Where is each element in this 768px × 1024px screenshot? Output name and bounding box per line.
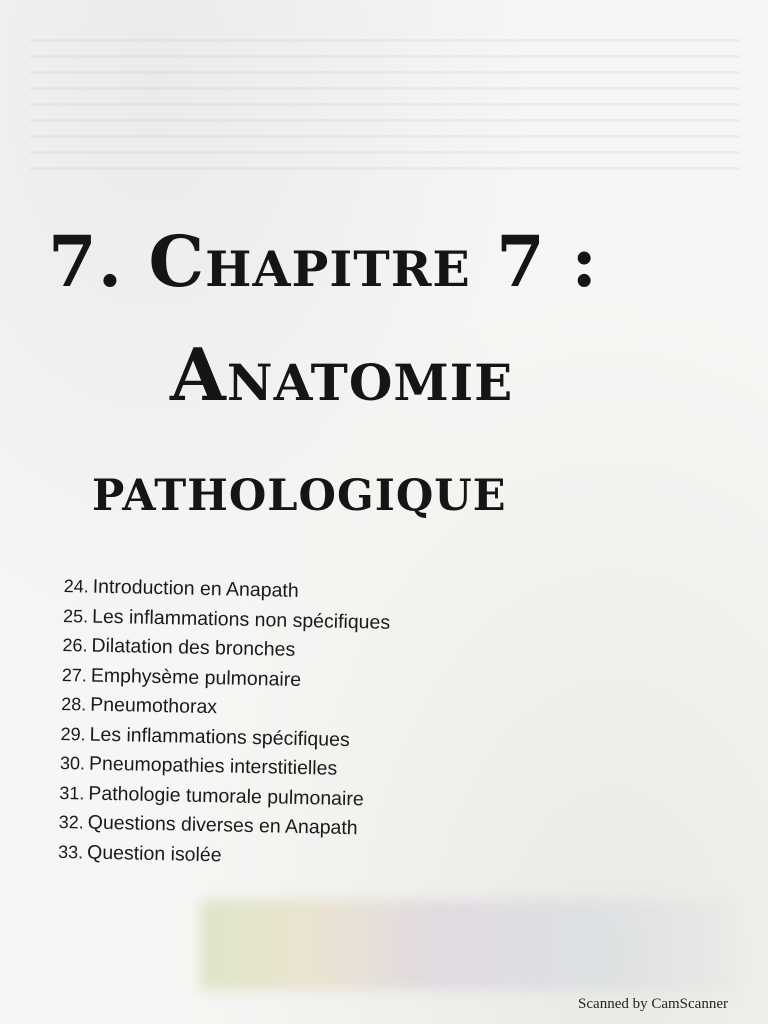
toc-item-number: 32. bbox=[58, 811, 84, 833]
toc-item-number: 31. bbox=[59, 782, 85, 803]
color-stain bbox=[200, 900, 740, 990]
toc-item-number: 26. bbox=[62, 634, 88, 656]
toc-item-number: 30. bbox=[59, 752, 86, 774]
toc-item-label: Question isolée bbox=[86, 841, 222, 866]
toc-item-number: 29. bbox=[60, 723, 86, 744]
toc-item-number: 33. bbox=[57, 841, 84, 862]
toc-item-label: Emphysème pulmonaire bbox=[90, 664, 302, 691]
toc-item-label: Introduction en Anapath bbox=[92, 575, 299, 602]
toc-item-number: 25. bbox=[62, 605, 89, 627]
scanner-watermark: Scanned by CamScanner bbox=[578, 996, 728, 1012]
table-of-contents bbox=[58, 572, 391, 874]
toc-item-label: Questions diverses en Anapath bbox=[87, 811, 358, 840]
chapter-title-line-2: Anatomie bbox=[170, 332, 514, 417]
toc-item-number: 28. bbox=[61, 693, 87, 715]
toc-item-label: Dilatation des bronches bbox=[91, 634, 296, 661]
toc-item-label: Pneumothorax bbox=[90, 693, 218, 719]
toc-item-label: Pneumopathies interstitielles bbox=[88, 752, 338, 780]
toc-item-label: Pathologie tumorale pulmonaire bbox=[88, 782, 364, 810]
toc-item-label: Les inflammations non spécifiques bbox=[91, 605, 391, 634]
toc-item-number: 24. bbox=[63, 575, 89, 597]
show-through-text bbox=[30, 30, 740, 170]
toc-item-number: 27. bbox=[61, 664, 88, 685]
chapter-title-line-1: 7. Chapitre 7 : bbox=[48, 220, 599, 303]
toc-item-label: Les inflammations spécifiques bbox=[89, 723, 350, 751]
chapter-title-line-3: pathologique bbox=[92, 452, 507, 525]
